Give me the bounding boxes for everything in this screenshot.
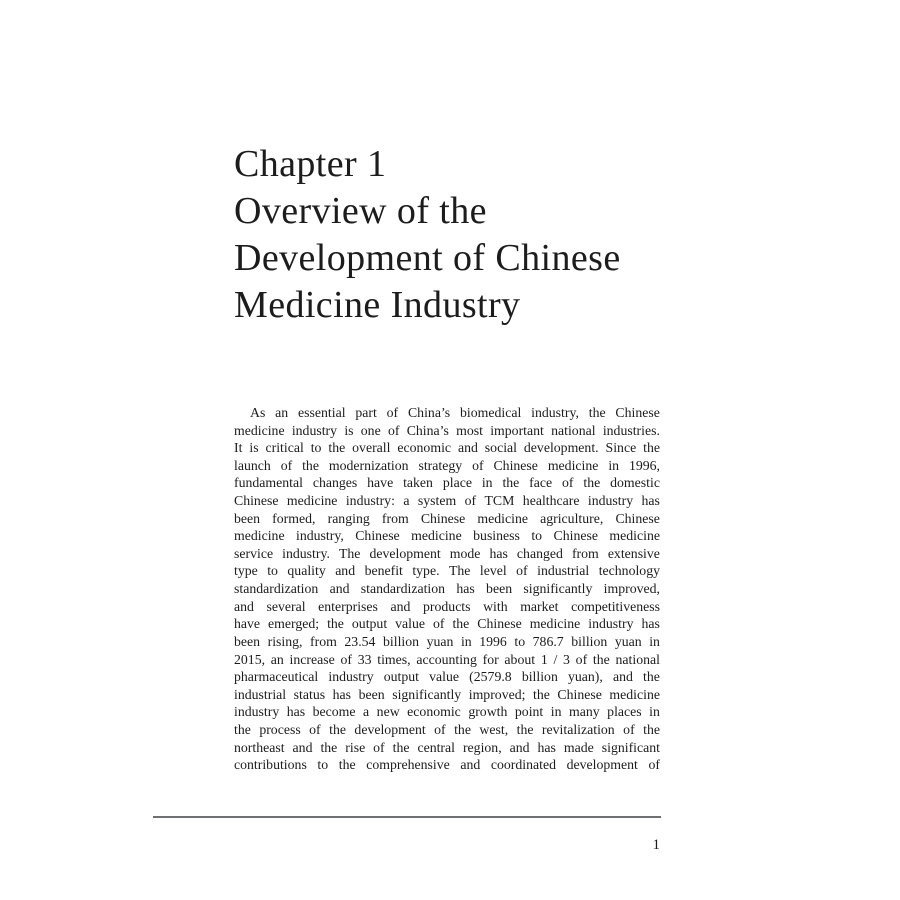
chapter-title-line: Development of Chinese [234, 237, 621, 279]
paragraph-line: type to quality and benefit type. The level of industrial technology [234, 563, 660, 579]
page-number: 1 [652, 837, 660, 853]
paragraph-line: As an essential part of China’s biomedical industry, the Chinese [250, 405, 660, 420]
paragraph-line: been formed, ranging from Chinese medicine agriculture, Chinese [234, 510, 660, 526]
paragraph-line: industrial status has been significantly improved; the Chinese medicine [234, 686, 660, 702]
chapter-title-line: Medicine Industry [234, 284, 521, 326]
paragraph-line: medicine industry, Chinese medicine business to Chinese medicine [234, 528, 660, 544]
chapter-title [234, 141, 621, 329]
paragraph-line: industry has become a new economic growth point in many places in [234, 704, 660, 720]
paragraph-line: launch of the modernization strategy of Chinese medicine in 1996, [234, 457, 660, 473]
paragraph-line: medicine industry is one of China’s most important national industries. [234, 422, 660, 438]
paragraph-line: contributions to the comprehensive and coordinated development of [234, 757, 660, 773]
chapter-title-line: Chapter 1 [234, 143, 387, 185]
paragraph-line: standardization and standardization has been significantly improved, [234, 581, 660, 597]
paragraph-line: northeast and the rise of the central region, and has made significant [234, 739, 660, 755]
paragraph-line: fundamental changes have taken place in the face of the domestic [234, 475, 660, 491]
paragraph-line: Chinese medicine industry: a system of TCM healthcare industry has [234, 493, 660, 509]
paragraph-line: 2015, an increase of 33 times, accounting for about 1 / 3 of the national [234, 651, 660, 667]
chapter-intro-paragraph [234, 404, 660, 774]
footer-rule [153, 816, 661, 818]
paragraph-line: have emerged; the output value of the Chinese medicine industry has [234, 616, 660, 632]
paragraph-line: It is critical to the overall economic and social development. Since the [234, 440, 660, 456]
paragraph-line: pharmaceutical industry output value (2579.8 billion yuan), and the [234, 669, 660, 685]
paragraph-line: been rising, from 23.54 billion yuan in 1996 to 786.7 billion yuan in [234, 633, 660, 649]
chapter-title-line: Overview of the [234, 190, 487, 232]
paragraph-line: service industry. The development mode has changed from extensive [234, 545, 660, 561]
paragraph-line: and several enterprises and products with market competitiveness [234, 598, 660, 614]
paragraph-line: the process of the development of the west, the revitalization of the [234, 721, 660, 737]
